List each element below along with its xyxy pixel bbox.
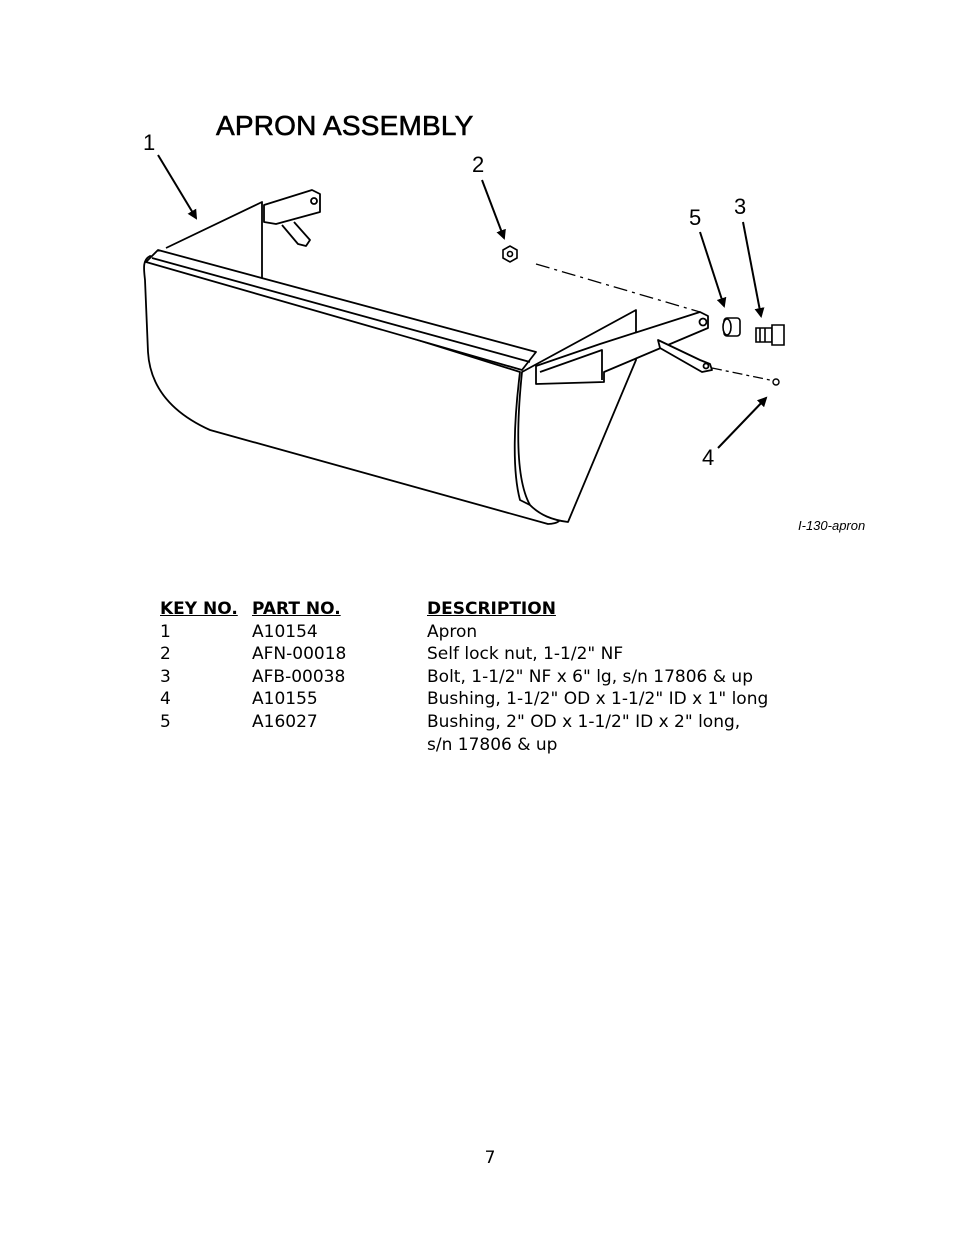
callout-1-label: 1 xyxy=(143,130,156,155)
key-no-cell: 2 xyxy=(160,644,171,665)
alignment-line-lower xyxy=(712,368,770,380)
part-no-cell: A10155 xyxy=(252,689,318,710)
description-header: DESCRIPTION xyxy=(427,599,556,619)
bushing-part-5 xyxy=(723,318,740,336)
bolt-part xyxy=(756,325,784,345)
description-cell: Self lock nut, 1-1/2" NF xyxy=(427,644,624,665)
part-no-cell: AFN-00018 xyxy=(252,644,347,665)
callout-2-label: 2 xyxy=(472,152,485,177)
part-no-header: PART NO. xyxy=(252,599,341,619)
table-row xyxy=(160,688,827,711)
callout-5-arrow xyxy=(700,232,724,306)
part-no-cell: A10154 xyxy=(252,621,318,642)
key-no-cell: 1 xyxy=(160,621,171,642)
table-row xyxy=(160,666,827,689)
table-row xyxy=(160,711,827,756)
key-no-cell: 3 xyxy=(160,666,171,687)
table-row xyxy=(160,621,827,644)
key-no-cell: 4 xyxy=(160,689,171,710)
self-lock-nut-part xyxy=(503,246,517,262)
figure-label: I-130-apron xyxy=(798,518,866,533)
description-cell: Apron xyxy=(427,621,478,642)
bushing-part-4 xyxy=(773,379,779,385)
part-no-cell: AFB-00038 xyxy=(252,666,346,687)
table-row xyxy=(160,643,827,666)
parts-table xyxy=(160,598,827,756)
callout-3-label: 3 xyxy=(734,194,747,219)
key-no-cell: 5 xyxy=(160,711,171,732)
key-no-header: KEY NO. xyxy=(160,599,238,619)
callout-4-label: 4 xyxy=(702,445,715,470)
apron-part xyxy=(144,190,715,524)
callout-1-arrow xyxy=(158,155,196,218)
diagram-title: APRON ASSEMBLY xyxy=(216,110,474,141)
description-cell xyxy=(427,711,827,756)
callout-5-label: 5 xyxy=(689,205,702,230)
description-continuation: s/n 17806 & up xyxy=(427,734,558,755)
apron-assembly-drawing xyxy=(0,0,954,560)
description-cell: Bushing, 1-1/2" OD x 1-1/2" ID x 1" long xyxy=(427,689,769,710)
parts-table-header xyxy=(160,598,827,621)
part-no-cell: A16027 xyxy=(252,711,318,732)
callout-2-arrow xyxy=(482,180,504,238)
callout-4-arrow xyxy=(718,398,766,448)
callout-3-arrow xyxy=(743,222,761,316)
alignment-line-upper xyxy=(536,264,700,312)
description-line: Bushing, 2" OD x 1-1/2" ID x 2" long, xyxy=(427,711,741,732)
page-number: 7 xyxy=(484,1148,496,1168)
description-cell: Bolt, 1-1/2" NF x 6" lg, s/n 17806 & up xyxy=(427,666,753,687)
